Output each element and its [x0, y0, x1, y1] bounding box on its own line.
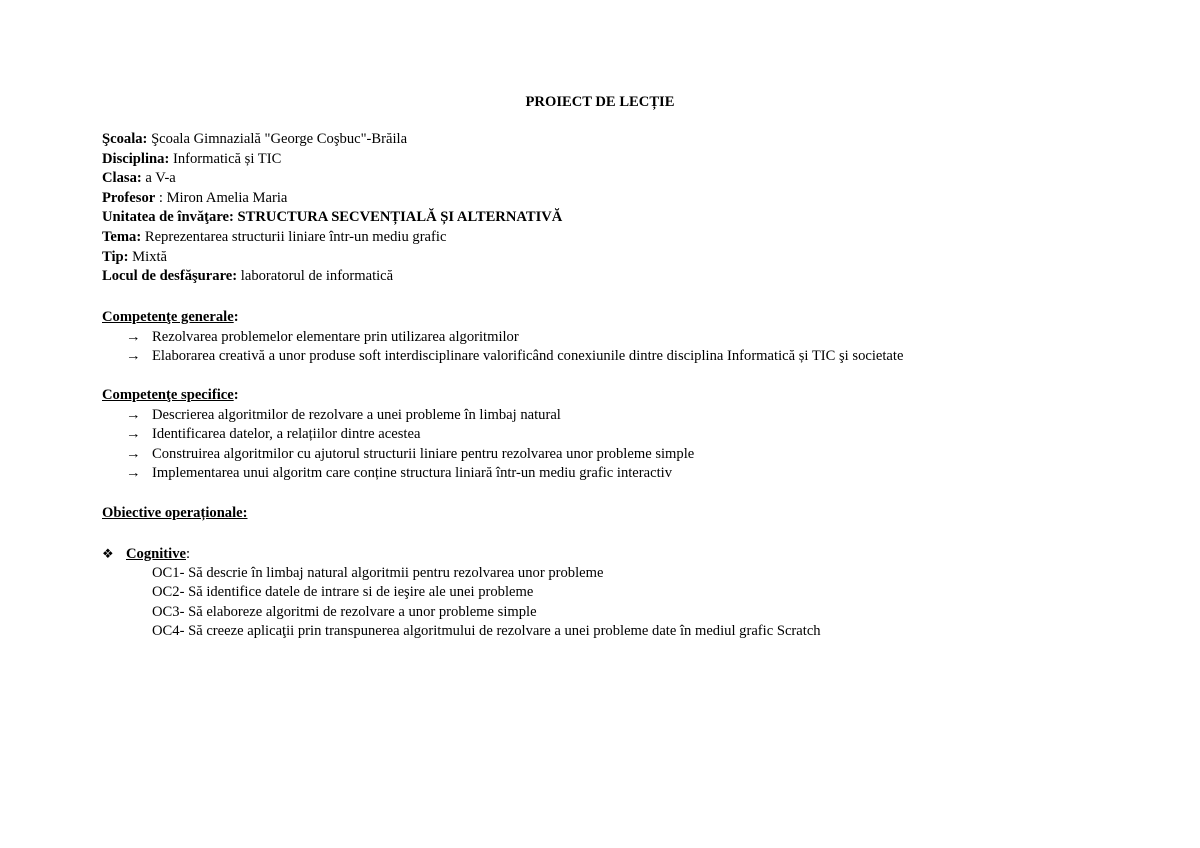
- info-label: Locul de desfăşurare:: [102, 268, 238, 285]
- info-location: [102, 267, 1162, 287]
- objective-item: OC2- Să identifice datele de intrare si de ieşire ale unei probleme: [152, 584, 534, 601]
- general-competences-heading: Competenţe generale: [102, 309, 234, 325]
- list-item: [102, 464, 1162, 484]
- info-class: [102, 169, 1162, 189]
- info-label: Disciplina:: [102, 150, 170, 167]
- list-item: [102, 347, 1162, 367]
- arrow-icon: →: [126, 426, 141, 443]
- diamond-bullet-icon: ❖: [102, 546, 114, 561]
- objective-item: OC3- Să elaboreze algoritmi de rezolvare a unor probleme simple: [152, 603, 537, 620]
- info-value: a V-a: [145, 170, 176, 187]
- list-item: [102, 445, 1162, 465]
- list-item: [102, 425, 1162, 445]
- info-value: STRUCTURA SECVENȚIALĂ ȘI ALTERNATIVĂ: [237, 209, 563, 226]
- operational-objectives-heading: Obiective operaționale:: [102, 505, 248, 521]
- info-type: [102, 248, 1162, 268]
- list-item-text: Implementarea unui algoritm care conține structura liniară într-un mediu grafic interactiv: [152, 465, 673, 482]
- list-item-text: Construirea algoritmilor cu ajutorul structurii liniare pentru rezolvarea unor probleme simple: [152, 445, 695, 462]
- info-label: Profesor: [102, 189, 156, 206]
- arrow-icon: →: [126, 328, 141, 345]
- cognitive-colon: :: [186, 546, 191, 562]
- info-value: Şcoala Gimnazială "George Coşbuc"-Brăila: [151, 131, 408, 147]
- info-topic: [102, 228, 1162, 248]
- info-value: Mixtă: [132, 248, 168, 265]
- info-label: Unitatea de învăţare:: [102, 209, 234, 226]
- arrow-icon: →: [126, 406, 141, 423]
- section-heading: [102, 386, 1162, 406]
- specific-competences-section: [102, 386, 1162, 484]
- general-competences-section: [102, 308, 1162, 367]
- info-teacher: [102, 189, 1162, 209]
- info-value: laboratorul de informatică: [240, 268, 394, 285]
- list-item-text: Rezolvarea problemelor elementare prin utilizarea algoritmilor: [152, 328, 519, 345]
- info-block: [102, 130, 1162, 287]
- arrow-icon: →: [126, 445, 141, 462]
- list-item-text: Elaborarea creativă a unor produse soft interdisciplinare valorificând conexiunile dintre disciplina Informatică și TIC şi societate: [152, 348, 904, 365]
- section-heading: [102, 504, 1162, 524]
- info-unit: [102, 208, 1162, 228]
- list-item-text: Descrierea algoritmilor de rezolvare a unei probleme în limbaj natural: [152, 406, 561, 423]
- specific-competences-heading: Competenţe specifice: [102, 387, 234, 403]
- operational-objectives-section: [102, 504, 1162, 524]
- arrow-icon: →: [126, 348, 141, 365]
- list-item-text: Identificarea datelor, a relațiilor dintre acestea: [152, 426, 421, 443]
- info-label: Tip:: [102, 248, 129, 265]
- info-label: Şcoala:: [102, 131, 148, 147]
- info-school: [102, 130, 1162, 150]
- info-value: Informatică și TIC: [172, 150, 282, 167]
- arrow-icon: →: [126, 465, 141, 482]
- list-item: [102, 406, 1162, 426]
- info-value: : Miron Amelia Maria: [158, 189, 288, 206]
- cognitive-heading-line: [102, 544, 1162, 564]
- info-value: Reprezentarea structurii liniare într-un mediu grafic: [144, 228, 447, 245]
- list-item: [102, 328, 1162, 348]
- cognitive-objectives: [102, 544, 1162, 642]
- heading-colon: :: [233, 387, 239, 403]
- info-discipline: [102, 150, 1162, 170]
- objective-item: OC4- Să creeze aplicaţii prin transpunerea algoritmului de rezolvare a unei probleme date în mediul grafic Scratch: [152, 623, 821, 640]
- cognitive-label: Cognitive: [126, 546, 186, 562]
- info-label: Tema:: [102, 228, 142, 245]
- info-label: Clasa:: [102, 170, 142, 187]
- document-title: PROIECT DE LECȚIE: [525, 94, 675, 110]
- objective-item: OC1- Să descrie în limbaj natural algoritmii pentru rezolvarea unor probleme: [152, 564, 604, 581]
- section-heading: [102, 308, 1162, 328]
- heading-colon: :: [233, 309, 239, 325]
